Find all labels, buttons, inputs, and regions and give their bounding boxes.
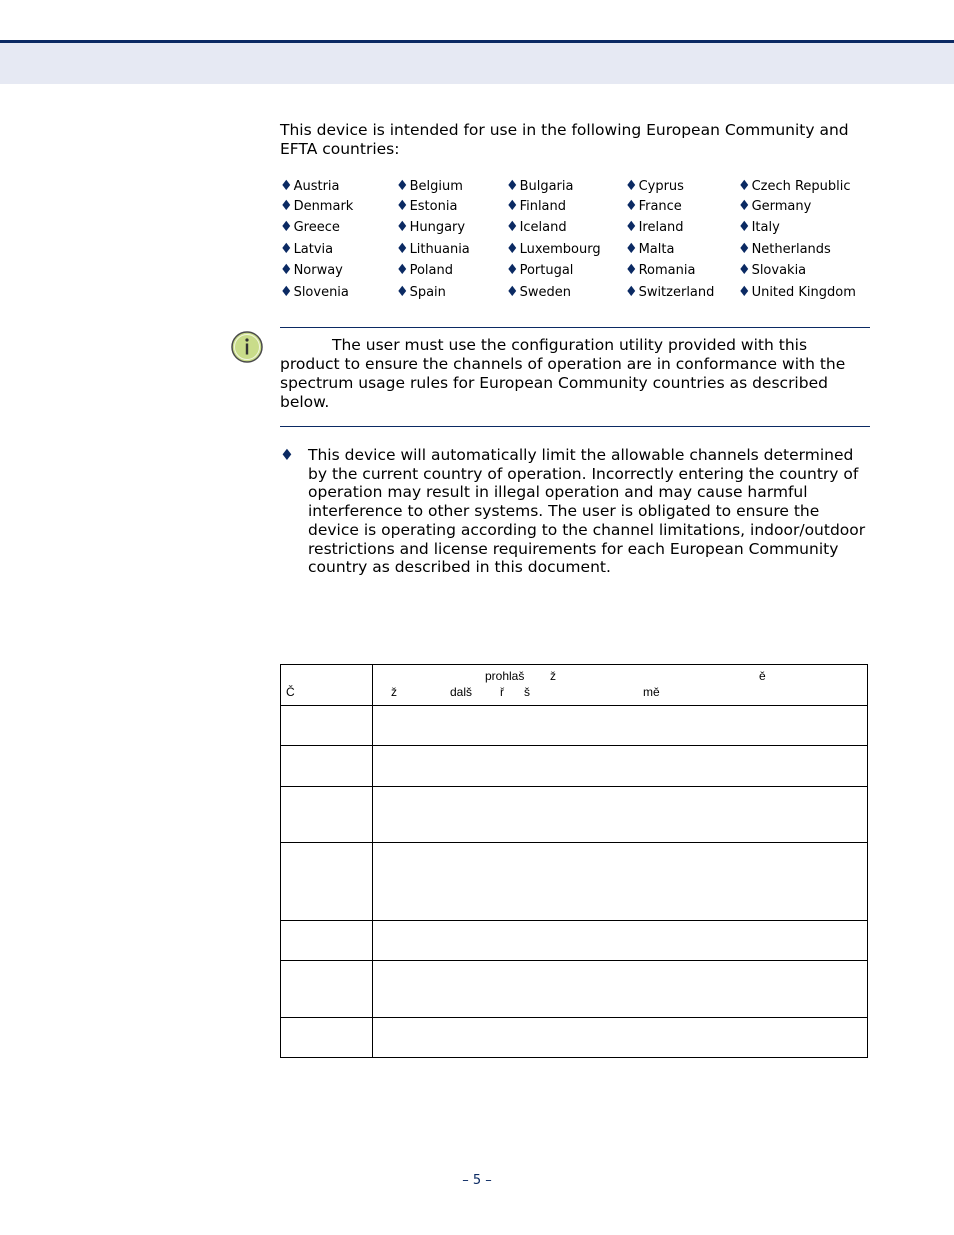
- table-cell: [281, 746, 373, 787]
- diamond-bullet-icon: ♦: [280, 219, 293, 235]
- table-cell: [281, 921, 373, 961]
- diamond-bullet-icon: ♦: [625, 262, 638, 278]
- diamond-bullet-icon: ♦: [506, 198, 519, 214]
- table-cell: [281, 1018, 373, 1058]
- diamond-bullet-icon: ♦: [506, 178, 519, 194]
- bullet-text: This device will automatically limit the allowable channels determined by the current country of operation. Incorrectly entering the country of operation may result in illegal operation and may cause harmful interference to other systems. The user is obligated to ensure the device is operating according to the channel limitations, indoor/outdoor restrictions and license requirements for each European Community country as described in this document.: [308, 446, 866, 577]
- diamond-bullet-icon: ♦: [506, 262, 519, 278]
- country-item: ♦Italy: [738, 219, 780, 235]
- declaration-table: [280, 664, 868, 1058]
- page-number: – 5 –: [462, 1173, 492, 1188]
- country-item: ♦Czech Republic: [738, 178, 851, 194]
- country-item: ♦Lithuania: [396, 241, 470, 257]
- bullet-item: [280, 446, 870, 577]
- diamond-bullet-icon: ♦: [280, 178, 293, 194]
- header-col1-text: Č: [286, 685, 295, 699]
- table-row: [281, 921, 868, 961]
- country-item: ♦Denmark: [280, 198, 354, 214]
- country-item: ♦Slovenia: [280, 284, 349, 300]
- diamond-bullet-icon: ♦: [738, 284, 751, 300]
- intro-paragraph: This device is intended for use in the following European Community and EFTA countries:: [280, 121, 849, 158]
- header-fragment: ě: [759, 669, 766, 683]
- diamond-bullet-icon: ♦: [738, 241, 751, 257]
- country-item: ♦Norway: [280, 262, 343, 278]
- country-item: ♦Greece: [280, 219, 340, 235]
- country-item: ♦Malta: [625, 241, 675, 257]
- header-fragment: mě: [643, 685, 660, 699]
- country-item: ♦Finland: [506, 198, 567, 214]
- note-text: The user must use the configuration utility provided with this product to ensure the channels of operation are in conformance with the spectrum usage rules for European Community countries as described below.: [280, 336, 846, 411]
- diamond-bullet-icon: ♦: [396, 284, 409, 300]
- country-item: ♦Iceland: [506, 219, 567, 235]
- table-row: [281, 843, 868, 921]
- diamond-bullet-icon: ♦: [396, 241, 409, 257]
- table-cell: [281, 961, 373, 1018]
- table-cell: [373, 843, 868, 921]
- diamond-bullet-icon: ♦: [506, 219, 519, 235]
- country-item: ♦Romania: [625, 262, 696, 278]
- country-item: ♦Austria: [280, 178, 340, 194]
- info-icon: [231, 331, 263, 363]
- diamond-bullet-icon: ♦: [396, 219, 409, 235]
- country-item: ♦Slovakia: [738, 262, 807, 278]
- diamond-bullet-icon: ♦: [738, 262, 751, 278]
- header-fragment: dalš: [450, 685, 473, 699]
- country-item: ♦Switzerland: [625, 284, 715, 300]
- table-cell: [373, 746, 868, 787]
- country-item: ♦Sweden: [506, 284, 571, 300]
- diamond-bullet-icon: ♦: [506, 241, 519, 257]
- diamond-bullet-icon: ♦: [625, 241, 638, 257]
- diamond-bullet-icon: ♦: [396, 198, 409, 214]
- header-band: [0, 43, 954, 84]
- table-cell: [281, 843, 373, 921]
- table-header-cell: [373, 665, 868, 706]
- country-item: ♦Spain: [396, 284, 446, 300]
- diamond-bullet-icon: ♦: [280, 241, 293, 257]
- diamond-bullet-icon: ♦: [280, 284, 293, 300]
- country-item: ♦Estonia: [396, 198, 458, 214]
- diamond-bullet-icon: ♦: [280, 262, 293, 278]
- diamond-bullet-icon: ♦: [280, 446, 294, 464]
- note-top-rule: [280, 327, 870, 328]
- header-fragment: ř: [500, 685, 504, 699]
- country-item: ♦Poland: [396, 262, 453, 278]
- country-item: ♦Latvia: [280, 241, 334, 257]
- table-cell: [373, 706, 868, 746]
- header-fragment: prohlaš: [485, 669, 525, 683]
- table-header-row: [281, 665, 868, 706]
- country-item: ♦Luxembourg: [506, 241, 601, 257]
- table-row: [281, 1018, 868, 1058]
- table-cell: [373, 787, 868, 843]
- table-header-cell: [281, 665, 373, 706]
- country-item: ♦Germany: [738, 198, 812, 214]
- diamond-bullet-icon: ♦: [625, 284, 638, 300]
- table-row: [281, 961, 868, 1018]
- table-row: [281, 706, 868, 746]
- header-fragment: ž: [550, 669, 556, 683]
- diamond-bullet-icon: ♦: [625, 198, 638, 214]
- country-item: ♦France: [625, 198, 682, 214]
- country-item: ♦Belgium: [396, 178, 463, 194]
- country-item: ♦United Kingdom: [738, 284, 856, 300]
- diamond-bullet-icon: ♦: [738, 178, 751, 194]
- diamond-bullet-icon: ♦: [625, 178, 638, 194]
- diamond-bullet-icon: ♦: [280, 198, 293, 214]
- header-fragment: š: [524, 685, 530, 699]
- table-cell: [373, 921, 868, 961]
- header-fragment: ž: [391, 685, 397, 699]
- table-row: [281, 787, 868, 843]
- note-bottom-rule: [280, 426, 870, 427]
- table-cell: [373, 961, 868, 1018]
- country-item: ♦Portugal: [506, 262, 574, 278]
- table-cell: [281, 787, 373, 843]
- country-item: ♦Netherlands: [738, 241, 831, 257]
- diamond-bullet-icon: ♦: [396, 262, 409, 278]
- diamond-bullet-icon: ♦: [506, 284, 519, 300]
- table-cell: [281, 706, 373, 746]
- country-item: ♦Ireland: [625, 219, 684, 235]
- table-cell: [373, 1018, 868, 1058]
- diamond-bullet-icon: ♦: [738, 198, 751, 214]
- diamond-bullet-icon: ♦: [625, 219, 638, 235]
- country-item: ♦Cyprus: [625, 178, 684, 194]
- diamond-bullet-icon: ♦: [738, 219, 751, 235]
- diamond-bullet-icon: ♦: [396, 178, 409, 194]
- country-item: ♦Hungary: [396, 219, 466, 235]
- country-item: ♦Bulgaria: [506, 178, 574, 194]
- table-row: [281, 746, 868, 787]
